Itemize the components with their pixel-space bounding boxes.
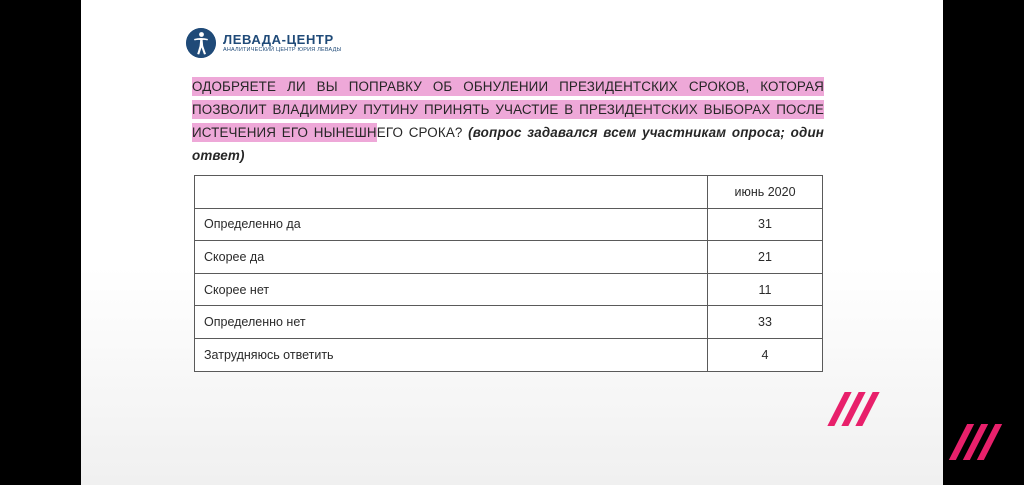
table-row bbox=[195, 306, 823, 339]
table-row bbox=[195, 338, 823, 371]
table-row bbox=[195, 273, 823, 306]
row-label: Скорее нет bbox=[195, 273, 708, 306]
row-value: 33 bbox=[708, 306, 823, 339]
logo-title: ЛЕВАДА-ЦЕНТР bbox=[223, 31, 334, 47]
row-label: Затрудняюсь ответить bbox=[195, 338, 708, 371]
question-highlighted: ОДОБРЯЕТЕ ЛИ ВЫ ПОПРАВКУ ОБ ОБНУЛЕНИИ ПРЕЗИДЕНТСКИХ СРОКОВ, КОТОРАЯ ПОЗВОЛИТ ВЛАДИМИРУ ПУТИНУ ПРИНЯТЬ УЧАСТИЕ В ПРЕЗИДЕНТСКИХ ВЫБОРАХ ПОСЛЕ ИСТЕЧЕНИЯ ЕГО НЫНЕШН bbox=[192, 79, 824, 140]
row-value: 11 bbox=[708, 273, 823, 306]
question-note: (вопрос задавался всем участникам опроса; один ответ) bbox=[192, 125, 825, 163]
table-header-row bbox=[195, 176, 823, 209]
survey-question bbox=[192, 75, 824, 167]
header-date-cell: июнь 2020 bbox=[708, 176, 823, 209]
row-value: 4 bbox=[708, 338, 823, 371]
slide-slashes-icon bbox=[836, 392, 878, 426]
levada-logo bbox=[186, 28, 342, 58]
row-value: 21 bbox=[708, 241, 823, 274]
table-row bbox=[195, 241, 823, 274]
logo-subtitle: АНАЛИТИЧЕСКИЙ ЦЕНТР ЮРИЯ ЛЕВАДЫ bbox=[223, 46, 342, 53]
row-value: 31 bbox=[708, 208, 823, 241]
row-label: Определенно да bbox=[195, 208, 708, 241]
header-label-cell bbox=[195, 176, 708, 209]
question-plain: ЕГО СРОКА? bbox=[376, 125, 463, 140]
results-table bbox=[194, 175, 823, 372]
dozhd-slashes-icon bbox=[958, 424, 1000, 460]
levada-figure-icon bbox=[186, 28, 216, 58]
row-label: Определенно нет bbox=[195, 306, 708, 339]
table-row bbox=[195, 208, 823, 241]
presentation-slide bbox=[81, 0, 943, 485]
row-label: Скорее да bbox=[195, 241, 708, 274]
